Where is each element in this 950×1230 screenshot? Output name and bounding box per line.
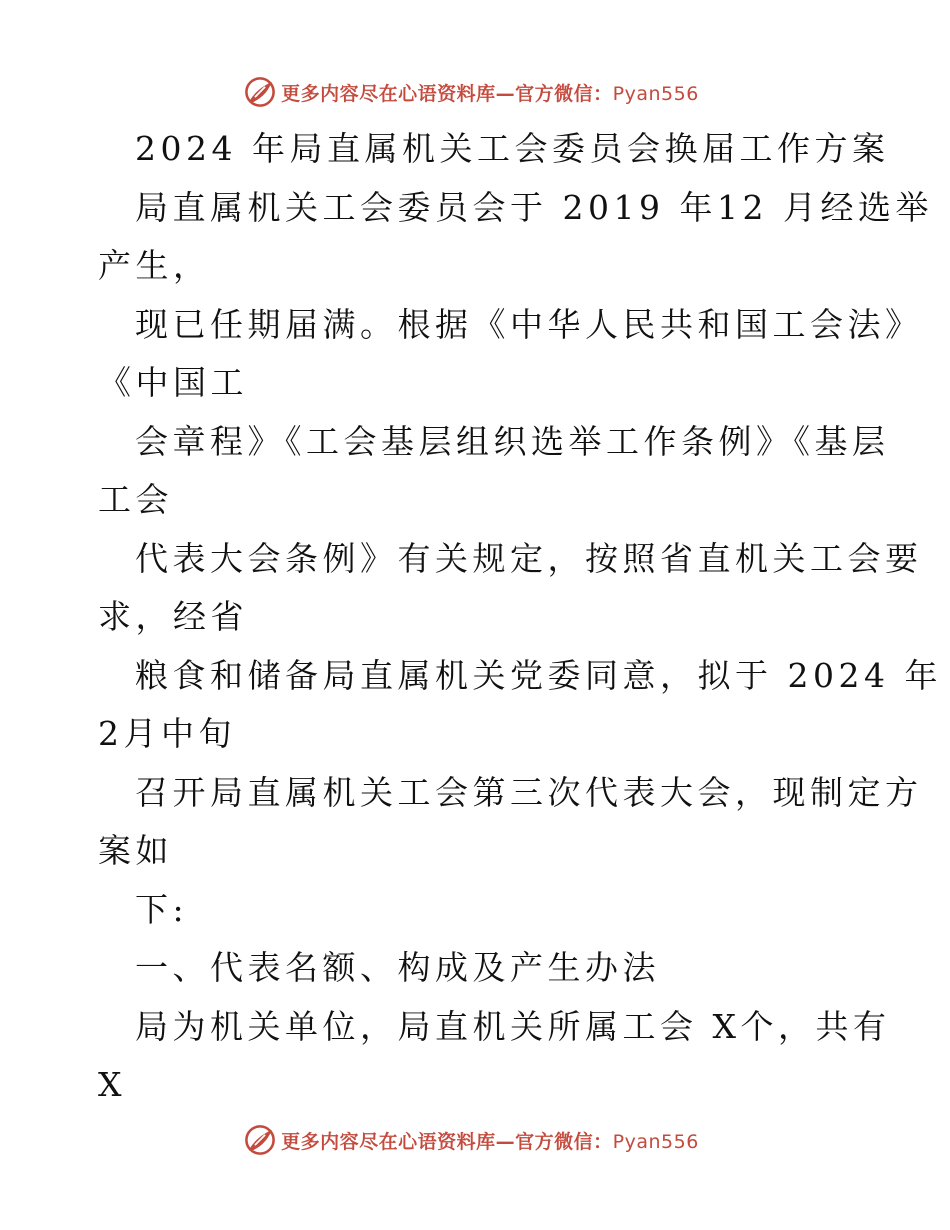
watermark-text: 更多内容尽在心语资料库—官方微信：Pyan556 — [281, 82, 699, 105]
pen-nib-logo-icon — [243, 75, 277, 109]
paragraph-line: 下: — [135, 889, 189, 929]
paragraph-line: X — [98, 1065, 126, 1104]
paragraph-line: 会章程》《工会基层组织选举工作条例》《基层 — [135, 421, 890, 461]
document-body — [98, 120, 942, 1115]
paragraph-line: 案如 — [98, 831, 173, 870]
paragraph-line: 求，经省 — [98, 597, 248, 636]
footer-watermark — [0, 1120, 950, 1160]
watermark-text: 更多内容尽在心语资料库—官方微信：Pyan556 — [281, 1130, 699, 1153]
paragraph-line: 产生， — [98, 246, 211, 285]
paragraph-line: 局直属机关工会委员会于 2019 年12 月经选举 — [135, 187, 933, 227]
pen-nib-logo-icon — [243, 1123, 277, 1157]
paragraph-line: 2月中旬 — [98, 714, 236, 753]
paragraph-line: 代表大会条例》有关规定，按照省直机关工会要 — [135, 538, 923, 578]
paragraph-line: 工会 — [98, 480, 173, 519]
section-heading: 一、代表名额、构成及产生办法 — [135, 948, 660, 987]
paragraph-line: 粮食和储备局直属机关党委同意，拟于 2024 年 — [135, 655, 942, 695]
paragraph-line: 局为机关单位，局直机关所属工会 X个，共有 — [135, 1006, 891, 1046]
paragraph-line: 现已任期届满。根据《中华人民共和国工会法》 — [135, 304, 923, 344]
paragraph-line: 《中国工 — [98, 363, 248, 402]
document-title: 2024 年局直属机关工会委员会换届工作方案 — [135, 129, 890, 168]
header-watermark — [0, 72, 950, 112]
paragraph-line: 召开局直属机关工会第三次代表大会，现制定方 — [135, 772, 923, 812]
